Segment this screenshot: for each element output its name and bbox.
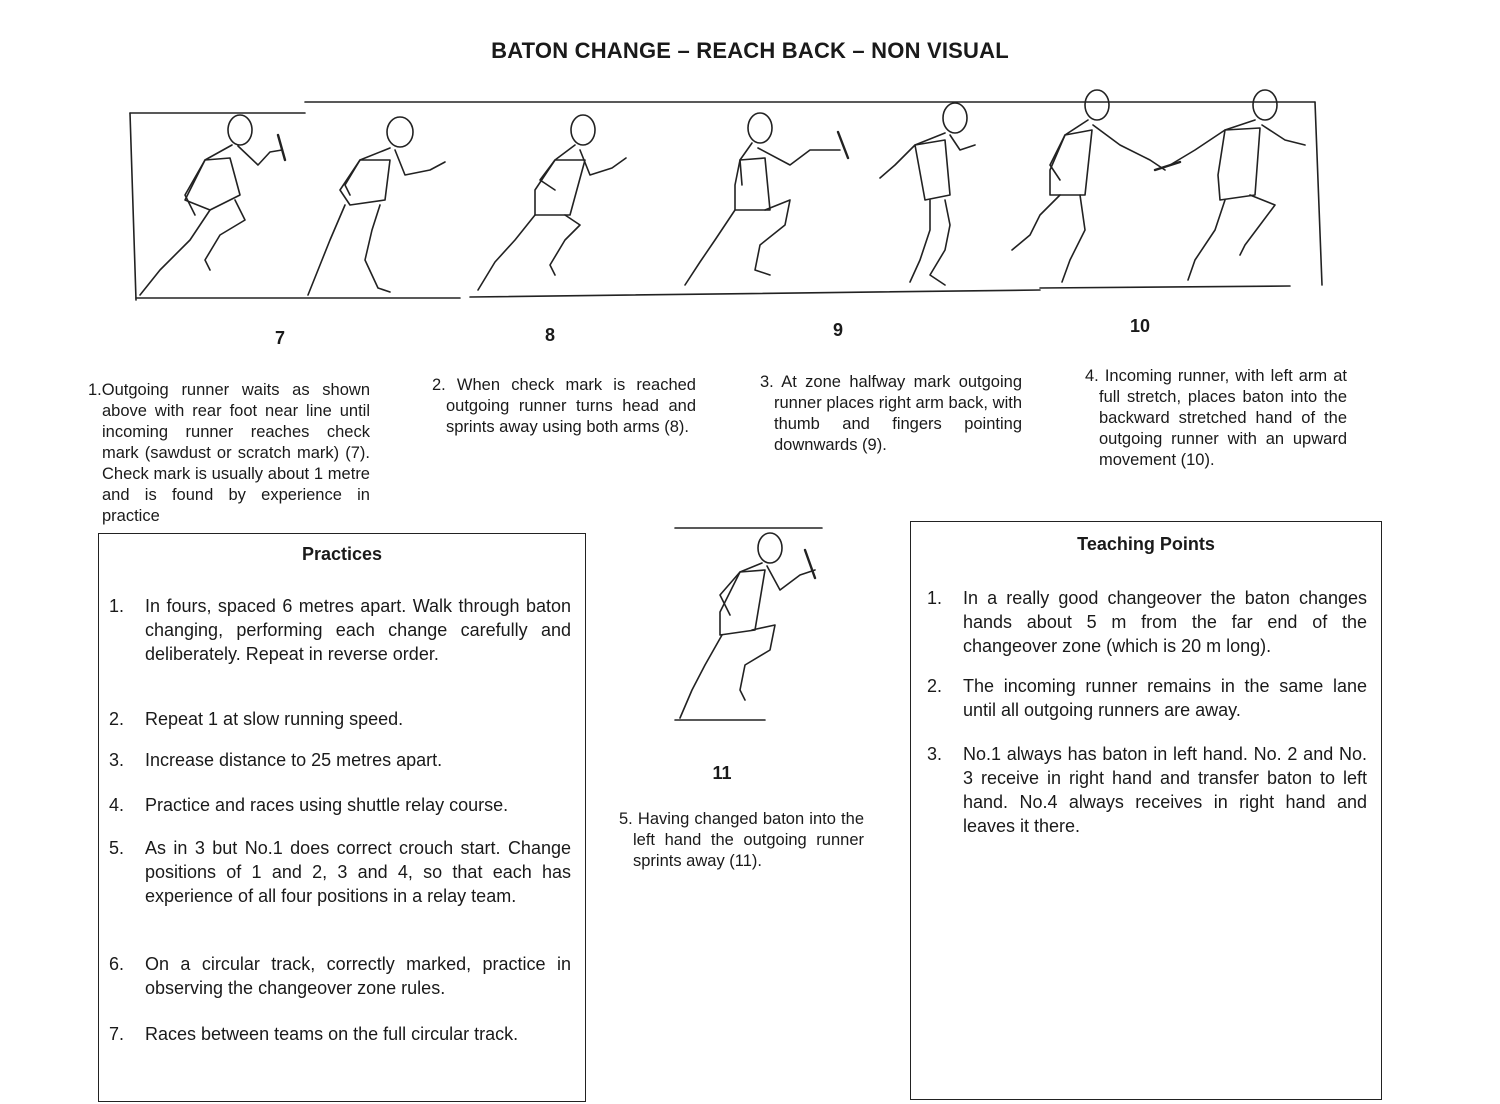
caption-3-text: 3. At zone halfway mark outgoing runner places right arm back, with thumb and fingers pointing downwards (9). <box>760 373 1022 454</box>
runner-figure-7b <box>308 117 445 295</box>
runner-figure-9a <box>685 113 848 285</box>
teaching-point-1 <box>927 586 1367 658</box>
caption-2 <box>432 375 696 438</box>
teaching-point-2 <box>927 674 1367 722</box>
runner-figure-10b <box>1155 90 1305 280</box>
strip-right-edge <box>1315 102 1322 285</box>
runner-figure-7a <box>140 115 285 295</box>
strip-ground-right <box>1040 286 1290 288</box>
practices-item-2-number: 2. <box>109 709 125 729</box>
practices-item-1-number: 1. <box>109 596 125 616</box>
runner-figure-9b <box>880 103 975 285</box>
teaching-point-1-text: In a really good changeover the baton changes hands about 5 m from the far end of the changeover zone (which is 20 m long). <box>963 588 1367 656</box>
teaching-point-3-number: 3. <box>927 744 943 764</box>
caption-5-text: 5. Having changed baton into the left hand the outgoing runner sprints away (11). <box>619 810 864 870</box>
practices-item-4-text: Practice and races using shuttle relay course. <box>145 795 509 815</box>
practices-item-4 <box>109 793 571 817</box>
practices-item-3-number: 3. <box>109 750 125 770</box>
page-title: BATON CHANGE – REACH BACK – NON VISUAL <box>491 38 1009 63</box>
practices-item-7-text: Races between teams on the full circular track. <box>145 1024 519 1044</box>
practices-item-1-text: In fours, spaced 6 metres apart. Walk through baton changing, performing each change carefully and deliberately. Repeat in reverse order. <box>145 596 571 664</box>
runner-figure-10a <box>1012 90 1165 282</box>
practices-item-7 <box>109 1022 571 1046</box>
practices-title: Practices <box>301 544 383 564</box>
practices-item-5-number: 5. <box>109 838 125 858</box>
teaching-point-3-text: No.1 always has baton in left hand. No. 2 and No. 3 receive in right hand and transfer baton to left hand. No.4 always receives in right hand and leaves it there. <box>963 744 1367 836</box>
teaching-point-2-number: 2. <box>927 676 943 696</box>
runner-figure-8 <box>478 115 626 290</box>
practices-item-5 <box>109 836 571 908</box>
practices-item-5-text: As in 3 but No.1 does correct crouch start. Change positions of 1 and 2, 3 and 4, so that each has experience of all four positions in a relay team. <box>145 838 571 906</box>
caption-4 <box>1085 366 1347 471</box>
teaching-points-box <box>910 521 1382 1100</box>
caption-2-text: 2. When check mark is reached outgoing runner turns head and sprints away using both arms (8). <box>432 376 696 436</box>
teaching-points-title: Teaching Points <box>1077 534 1215 554</box>
practices-item-6 <box>109 952 571 1000</box>
practices-item-6-number: 6. <box>109 954 125 974</box>
teaching-point-1-number: 1. <box>927 588 943 608</box>
caption-3 <box>760 372 1022 456</box>
figure-number-9: 9 <box>832 320 843 340</box>
practices-item-4-number: 4. <box>109 795 125 815</box>
practices-item-2 <box>109 707 571 731</box>
practices-item-7-number: 7. <box>109 1024 125 1044</box>
caption-1-text: 1.Outgoing runner waits as shown above with rear foot near line until incoming runner reaches check mark (sawdust or scratch mark) (7). Check mark is usually about 1 metre and is found by experience in practice <box>88 381 370 525</box>
practices-item-1 <box>109 594 571 666</box>
strip-ground-mid <box>470 290 1040 297</box>
practices-box <box>98 533 586 1102</box>
practices-item-3 <box>109 748 571 772</box>
caption-4-text: 4. Incoming runner, with left arm at full stretch, places baton into the backward stretched hand of the outgoing runner with an upward movement (10). <box>1085 367 1347 469</box>
teaching-point-2-text: The incoming runner remains in the same lane until all outgoing runners are away. <box>963 676 1367 720</box>
figure-number-8: 8 <box>544 325 555 345</box>
practices-item-3-text: Increase distance to 25 metres apart. <box>145 750 443 770</box>
figure-number-7: 7 <box>274 328 285 348</box>
caption-1 <box>88 380 370 527</box>
figure-number-10: 10 <box>1129 316 1151 336</box>
runner-figure-11 <box>680 533 815 718</box>
practices-item-6-text: On a circular track, correctly marked, practice in observing the changeover zone rules. <box>145 954 571 998</box>
figure-number-11: 11 <box>712 763 732 783</box>
strip-left-edge <box>130 113 136 300</box>
caption-5 <box>619 809 864 872</box>
practices-item-2-text: Repeat 1 at slow running speed. <box>145 709 404 729</box>
teaching-point-3 <box>927 742 1367 838</box>
